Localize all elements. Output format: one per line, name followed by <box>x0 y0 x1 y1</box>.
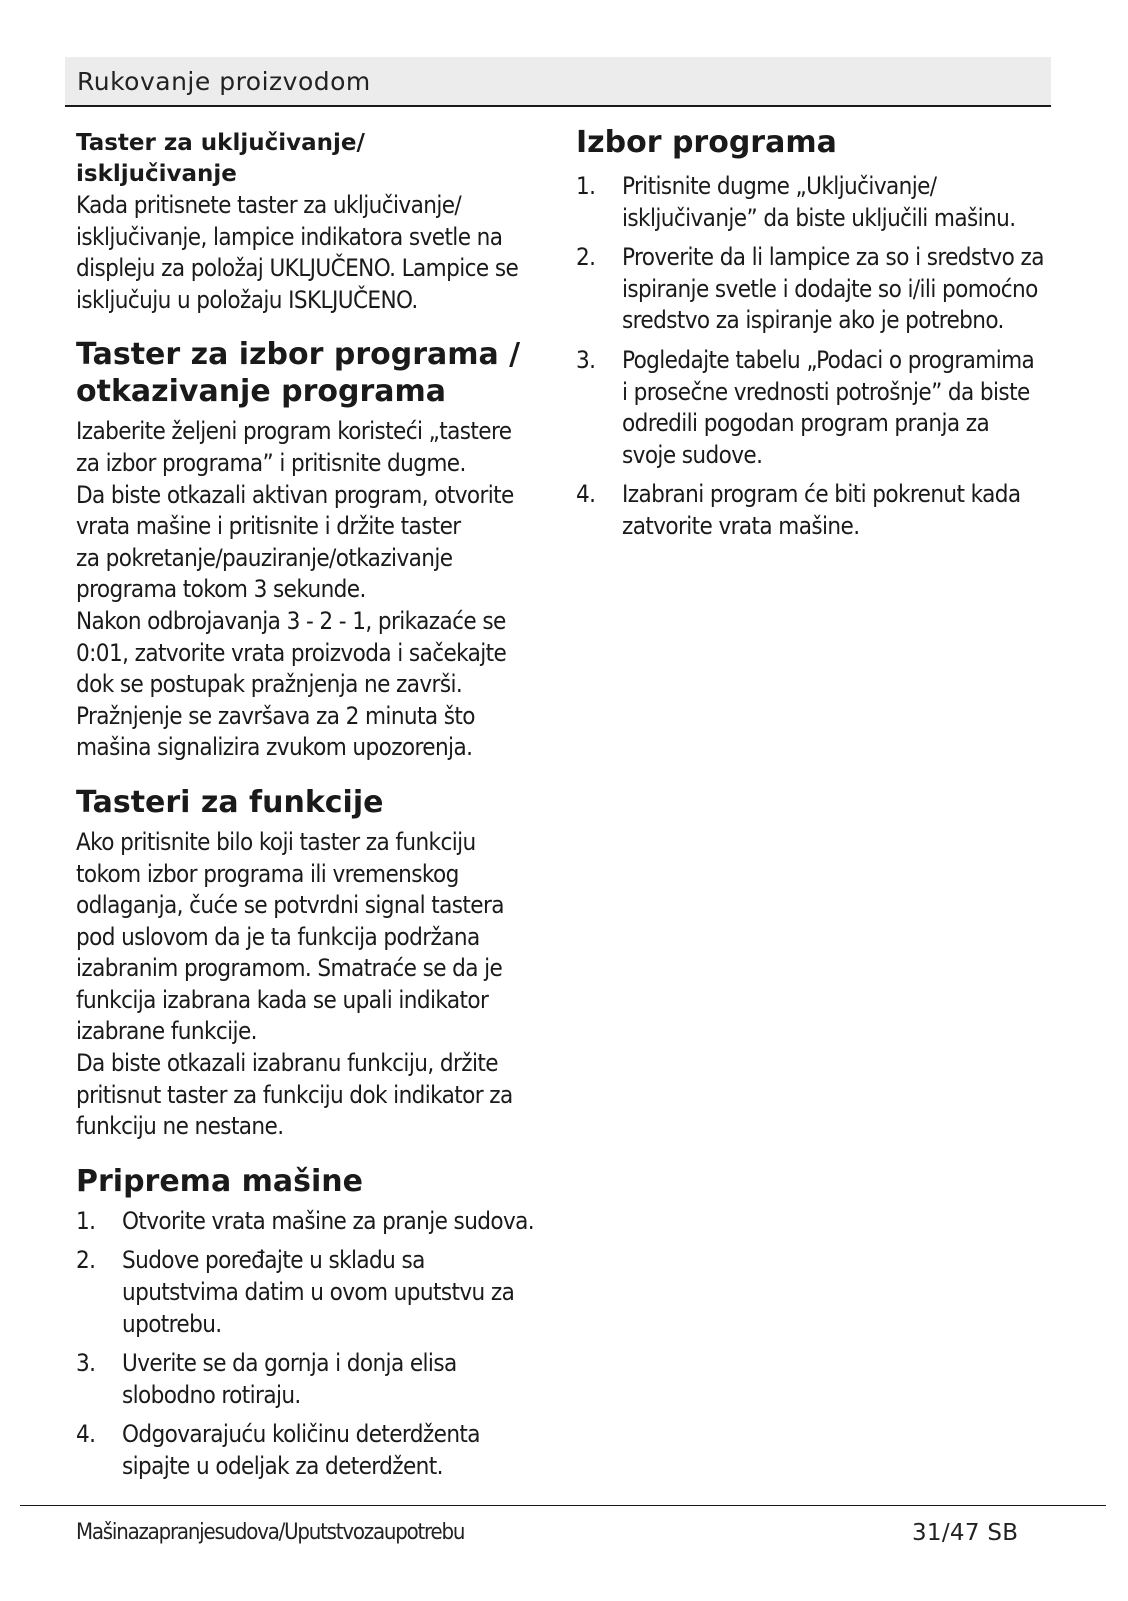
list-item <box>76 1419 536 1482</box>
power-button-text: Kada pritisnete taster za uključivanje/ isključivanje, lampice indikatora svetle na displeju za položaj UKLJUČENO. Lampice se isključuju u položaju ISKLJUČENO. <box>76 191 519 314</box>
step-number: 1. <box>76 1206 96 1235</box>
list-item <box>76 1206 536 1238</box>
step-text: Uverite se da gornja i donja elisa slobodno rotiraju. <box>122 1349 457 1409</box>
program-selection-heading: Izbor programa <box>576 125 837 160</box>
page-header <box>65 57 1051 107</box>
step-text: Pritisnite dugme „Uključivanje/ isključivanje” da biste uključili mašinu. <box>622 172 1016 232</box>
step-number: 3. <box>576 345 596 374</box>
function-buttons-text: Ako pritisnite bilo koji taster za funkciju tokom izbor programa ili vremenskog odlaganja, čuće se potvrdni signal tastera pod uslovom da je ta funkcija podržana izabranim programom. Smatraće se da je funkcija izabrana kada se upali indikator izabrane funkcije. Da biste otkazali izabranu funkciju, držite pritisnut taster za funkciju dok indikator za funkciju ne nestane. <box>76 827 513 1141</box>
step-text: Odgovarajuću količinu deterdženta sipajte u odeljak za deterdžent. <box>122 1420 480 1480</box>
step-text: Proverite da li lampice za so i sredstvo za ispiranje svetle i dodajte so i/ili pomoćno sredstvo za ispiranje ako je potrebno. <box>622 243 1044 335</box>
step-number: 3. <box>76 1349 96 1378</box>
section-program-selection <box>576 124 1046 543</box>
list-item <box>76 1348 536 1411</box>
step-number: 4. <box>576 480 596 509</box>
section-program-select-cancel <box>76 336 536 764</box>
header-title: Rukovanje proizvodom <box>77 67 371 96</box>
list-item <box>76 1245 536 1340</box>
step-number: 2. <box>76 1246 96 1275</box>
page-number: 31/47 SB <box>912 1520 1019 1546</box>
footer-divider <box>20 1505 1106 1506</box>
step-text: Pogledajte tabelu „Podaci o programima i prosečne vrednosti potrošnje” da biste odredili pogodan program pranja za svoje sudove. <box>622 345 1035 469</box>
program-select-cancel-heading: Taster za izbor programa / otkazivanje programa <box>76 337 521 410</box>
machine-prep-steps <box>76 1206 536 1483</box>
program-selection-steps <box>576 171 1046 543</box>
step-number: 2. <box>576 243 596 272</box>
footer-doc-title: Mašinazapranjesudova/Uputstvozaupotrebu <box>76 1520 465 1545</box>
list-item <box>576 242 1046 337</box>
list-item <box>576 345 1046 471</box>
right-column <box>576 124 1046 551</box>
step-text: Sudove poređajte u skladu sa uputstvima datim u ovom uputstvu za upotrebu. <box>122 1246 515 1338</box>
step-text: Izabrani program će biti pokrenut kada zatvorite vrata mašine. <box>622 480 1021 540</box>
section-power-button <box>76 128 536 316</box>
power-button-heading: Taster za uključivanje/ isključivanje <box>76 130 365 187</box>
machine-prep-heading: Priprema mašine <box>76 1163 363 1199</box>
list-item <box>576 479 1046 542</box>
section-function-buttons <box>76 784 536 1143</box>
list-item <box>576 171 1046 234</box>
step-number: 1. <box>576 172 596 200</box>
section-machine-prep <box>76 1163 536 1483</box>
left-column <box>76 124 536 1491</box>
step-text: Otvorite vrata mašine za pranje sudova. <box>122 1206 535 1235</box>
program-select-cancel-text: Izaberite željeni program koristeći „tastere za izbor programa” i pritisnite dugme. Da biste otkazali aktivan program, otvorite vrata mašine i pritisnite i držite taster za pokretanje/pauziranje/otkazivanje programa tokom 3 sekunde. Nakon odbrojavanja 3 - 2 - 1, prikazaće se 0:01, zatvorite vrata proizvoda i sačekajte dok se postupak pražnjenja ne završi. Pražnjenje se završava za 2 minuta što mašina signalizira zvukom upozorenja. <box>76 417 514 762</box>
step-number: 4. <box>76 1420 96 1449</box>
function-buttons-heading: Tasteri za funkcije <box>76 784 384 820</box>
